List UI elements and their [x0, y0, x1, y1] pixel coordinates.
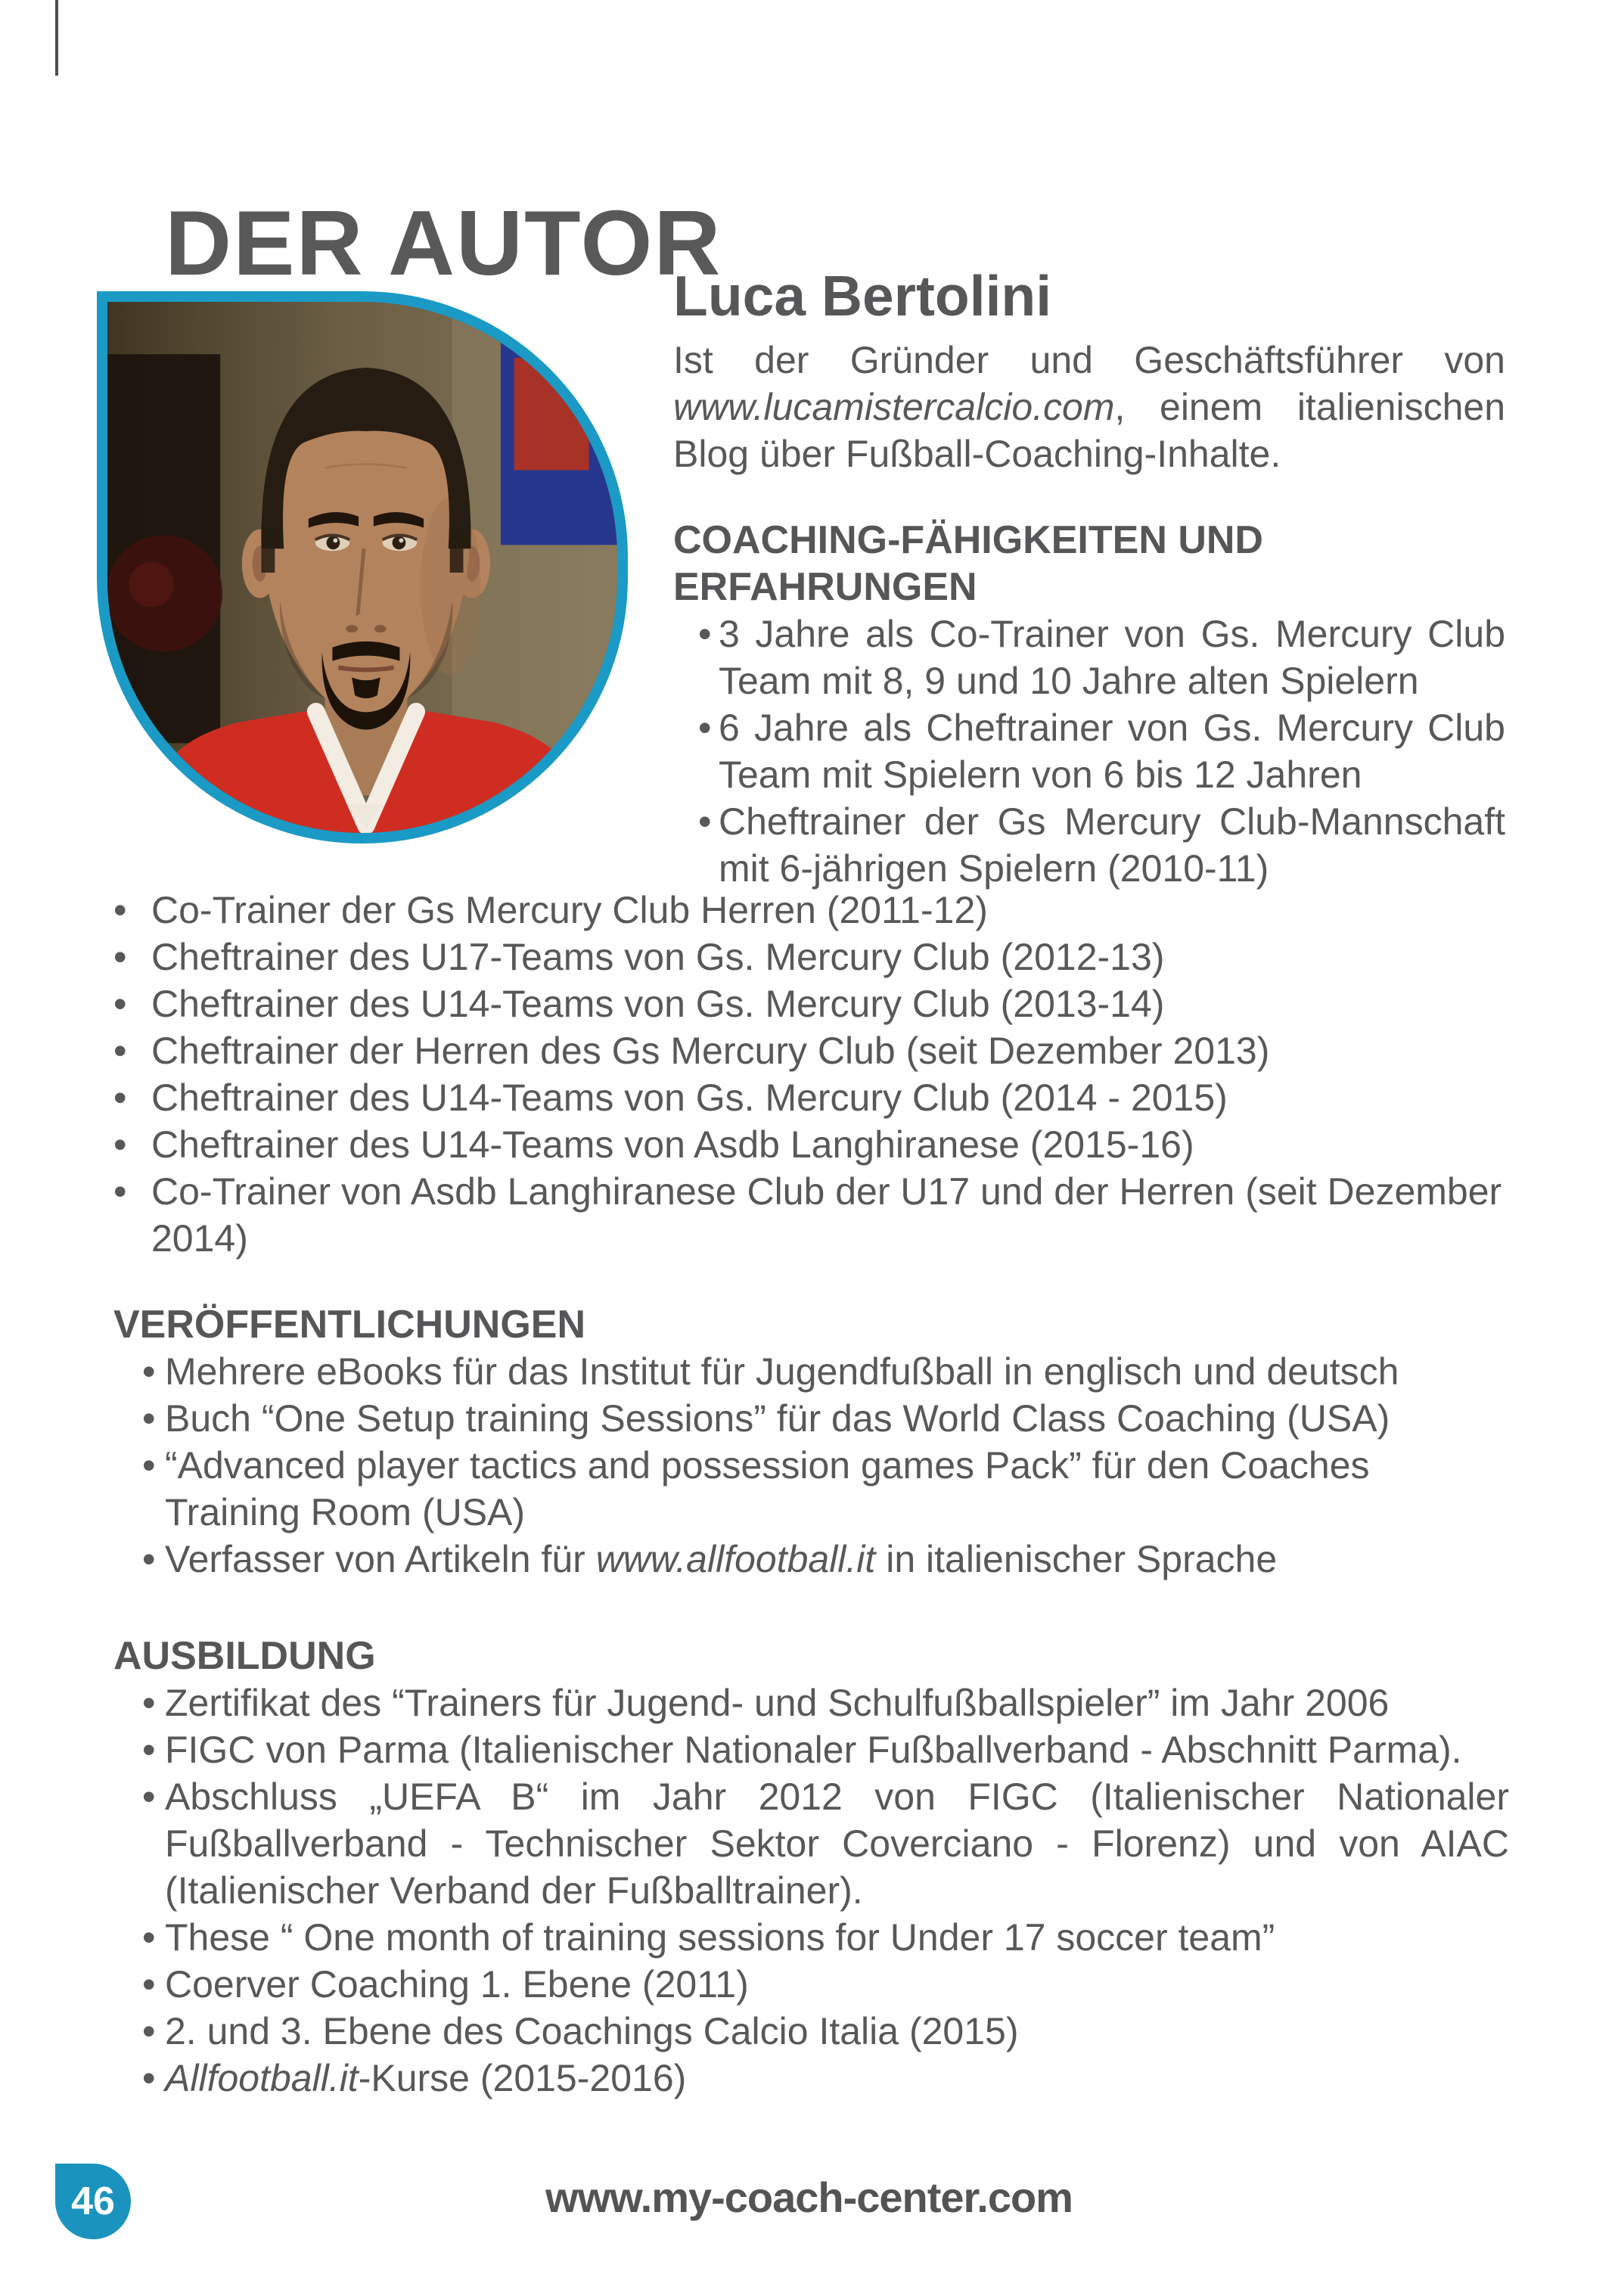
list-item: • Abschluss „UEFA B“ im Jahr 2012 von FIGC (Italienischer Nationaler Fußballverband - Technischer Sektor Coverciano - Florenz) und von AIAC (Italienischer Verband der Fußballtrainer). — [142, 1773, 1509, 1914]
author-info-column — [673, 265, 1505, 892]
list-item: • 3 Jahre als Co-Trainer von Gs. Mercury Club Team mit 8, 9 und 10 Jahre alten Spielern — [698, 611, 1505, 704]
page-title: DER AUTOR — [165, 191, 722, 294]
list-item: • Cheftrainer des U17-Teams von Gs. Mercury Club (2012-13) — [113, 934, 1509, 980]
education-bullets — [142, 1679, 1509, 2102]
list-item: • “Advanced player tactics and possession games Pack” für den Coaches Training Room (USA) — [142, 1442, 1509, 1536]
author-name: Luca Bertolini — [673, 264, 1052, 328]
list-item: • Zertifikat des “Trainers für Jugend- und Schulfußballspieler” im Jahr 2006 — [142, 1679, 1509, 1726]
author-photo-frame — [97, 291, 628, 844]
picture-frame — [501, 328, 617, 545]
list-item: • Mehrere eBooks für das Institut für Jugendfußball in englisch und deutsch — [142, 1348, 1509, 1395]
list-item: • 6 Jahre als Cheftrainer von Gs. Mercury Club Team mit Spielern von 6 bis 12 Jahren — [698, 704, 1505, 798]
page-number: 46 — [71, 2179, 115, 2223]
list-item: • Verfasser von Artikeln für www.allfootball.it in italienischer Sprache — [142, 1536, 1509, 1583]
list-item: • Buch “One Setup training Sessions” für das World Class Coaching (USA) — [142, 1395, 1509, 1442]
author-intro: Ist der Gründer und Geschäftsführer von www.lucamistercalcio.com, einem italienischen Blog über Fußball-Coaching-Inhalte. — [673, 338, 1505, 475]
list-item: • FIGC von Parma (Italienischer Nationaler Fußballverband - Abschnitt Parma). — [142, 1726, 1509, 1773]
list-item: • Cheftrainer der Herren des Gs Mercury Club (seit Dezember 2013) — [113, 1027, 1509, 1074]
footer-website: www.my-coach-center.com — [545, 2173, 1073, 2221]
author-photo — [107, 302, 617, 833]
publications-section — [113, 1301, 1509, 1583]
list-item: • Cheftrainer der Gs Mercury Club-Mannschaft mit 6-jährigen Spielern (2010-11) — [698, 798, 1505, 892]
education-section — [113, 1633, 1509, 2102]
margin-rule — [55, 0, 58, 76]
coaching-bullets-side — [698, 611, 1505, 892]
list-item: • Cheftrainer des U14-Teams von Gs. Mercury Club (2013-14) — [113, 980, 1509, 1027]
education-heading: AUSBILDUNG — [113, 1634, 376, 1678]
list-item: • These “ One month of training sessions for Under 17 soccer team” — [142, 1914, 1509, 1961]
list-item: • Cheftrainer des U14-Teams von Asdb Langhiranese (2015-16) — [113, 1121, 1509, 1168]
list-item: • Co-Trainer von Asdb Langhiranese Club der U17 und der Herren (seit Dezember 2014) — [113, 1168, 1509, 1262]
list-item: • Co-Trainer der Gs Mercury Club Herren (2011-12) — [113, 887, 1509, 934]
coaching-section-heading: COACHING-FÄHIGKEITEN UND ERFAHRUNGEN — [673, 517, 1263, 609]
coaching-bullets-full — [113, 887, 1509, 1262]
publications-heading: VERÖFFENTLICHUNGEN — [113, 1303, 585, 1347]
list-item: • Coerver Coaching 1. Ebene (2011) — [142, 1961, 1509, 2008]
list-item: • Cheftrainer des U14-Teams von Gs. Mercury Club (2014 - 2015) — [113, 1074, 1509, 1121]
list-item: • Allfootball.it-Kurse (2015-2016) — [142, 2055, 1509, 2102]
publications-bullets — [142, 1348, 1509, 1583]
list-item: • 2. und 3. Ebene des Coachings Calcio Italia (2015) — [142, 2008, 1509, 2055]
